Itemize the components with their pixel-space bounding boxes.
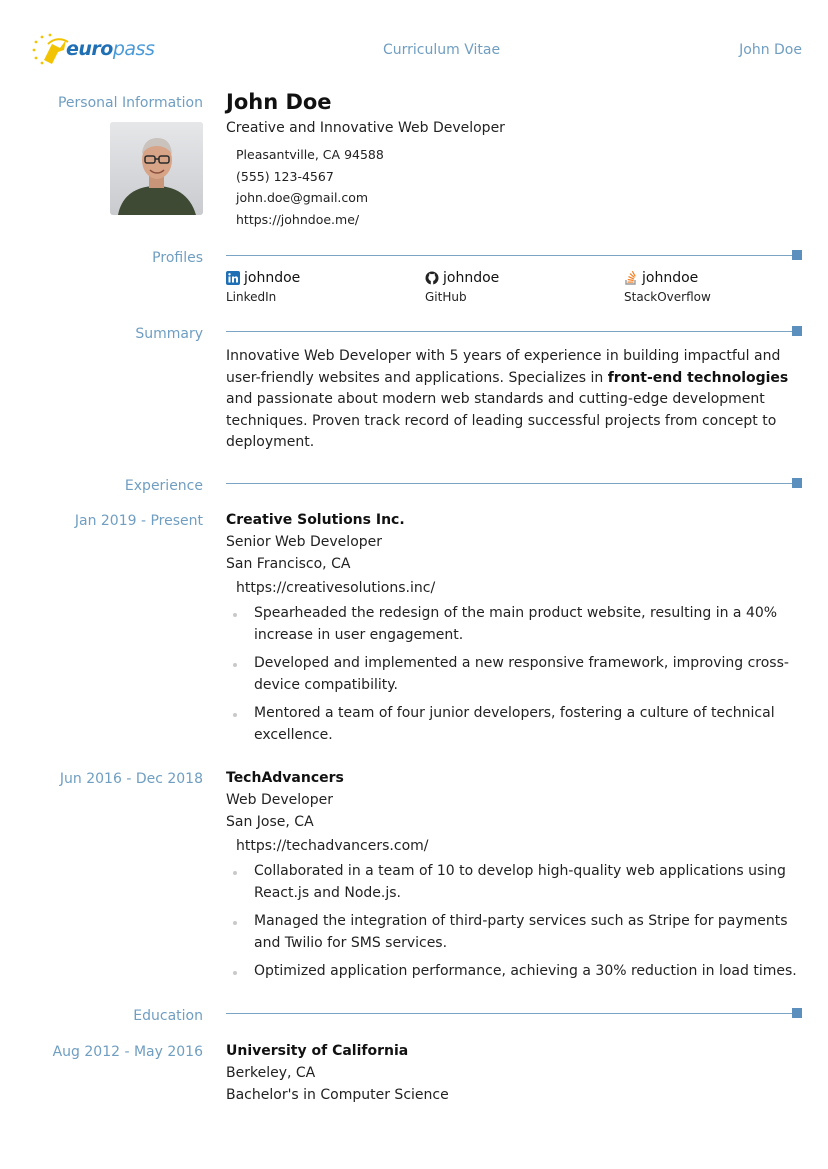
job-url[interactable]: https://creativesolutions.inc/ — [236, 580, 436, 596]
contact-location: Pleasantville, CA 94588 — [236, 147, 384, 162]
section-rule-marker — [792, 478, 802, 488]
job-location: San Jose, CA — [226, 814, 314, 830]
job-company: TechAdvancers — [226, 770, 344, 786]
label-profiles: Profiles — [152, 250, 203, 266]
job-dates: Jun 2016 - Dec 2018 — [59, 771, 203, 787]
education-institution: University of California — [226, 1043, 409, 1059]
list-item: Managed the integration of third-party services such as Stripe for payments and Twilio for SMS services. — [232, 911, 802, 954]
label-education: Education — [133, 1008, 203, 1024]
summary-text: Innovative Web Developer with 5 years of experience in building impactful and user-friendly websites and applications. Specializes in front-end technologies and passionate about modern web standards and cutting-edge development techniques. Proven track record of leading successful projects from concept to deployment. — [226, 348, 789, 451]
job-highlights — [232, 603, 802, 754]
job-position: Web Developer — [226, 792, 333, 808]
section-rule — [226, 255, 794, 256]
section-rule-marker — [792, 1008, 802, 1018]
list-item: Developed and implemented a new responsive framework, improving cross-device compatibility. — [232, 653, 802, 696]
section-rule — [226, 483, 794, 484]
job-position: Senior Web Developer — [226, 534, 383, 550]
linkedin-icon — [226, 271, 240, 285]
europass-logo-text: europass — [66, 38, 155, 60]
job-highlights — [232, 861, 802, 990]
label-summary: Summary — [135, 326, 203, 342]
job-dates: Jan 2019 - Present — [74, 513, 203, 529]
contact-website[interactable]: https://johndoe.me/ — [236, 212, 360, 227]
profile-linkedin[interactable]: johndoe LinkedIn — [226, 270, 301, 304]
section-rule-marker — [792, 250, 802, 260]
document-owner: John Doe — [739, 42, 802, 58]
list-item: Collaborated in a team of 10 to develop high-quality web applications using React.js and Node.js. — [232, 861, 802, 904]
profile-photo — [110, 122, 203, 215]
section-rule — [226, 1013, 794, 1014]
label-experience: Experience — [124, 478, 203, 494]
list-item: Spearheaded the redesign of the main product website, resulting in a 40% increase in user engagement. — [232, 603, 802, 646]
profile-stackoverflow[interactable]: johndoe StackOverflow — [624, 270, 711, 304]
person-name: John Doe — [226, 90, 332, 114]
education-location: Berkeley, CA — [226, 1065, 316, 1081]
job-url[interactable]: https://techadvancers.com/ — [236, 838, 429, 854]
job-company: Creative Solutions Inc. — [226, 512, 405, 528]
job-location: San Francisco, CA — [226, 556, 351, 572]
education-degree: Bachelor's in Computer Science — [226, 1087, 449, 1103]
education-dates: Aug 2012 - May 2016 — [52, 1044, 203, 1060]
section-rule-marker — [792, 326, 802, 336]
document-type: Curriculum Vitae — [383, 42, 501, 58]
person-headline: Creative and Innovative Web Developer — [226, 120, 505, 136]
stackoverflow-icon — [624, 271, 638, 285]
list-item: Mentored a team of four junior developers, fostering a culture of technical excellence. — [232, 703, 802, 746]
section-rule — [226, 331, 794, 332]
contact-email[interactable]: john.doe@gmail.com — [236, 190, 369, 205]
github-icon — [425, 271, 439, 285]
list-item: Optimized application performance, achieving a 30% reduction in load times. — [232, 961, 802, 983]
profile-github[interactable]: johndoe GitHub — [425, 270, 500, 304]
label-personal-information: Personal Information — [57, 95, 203, 111]
contact-phone[interactable]: (555) 123-4567 — [236, 169, 334, 184]
